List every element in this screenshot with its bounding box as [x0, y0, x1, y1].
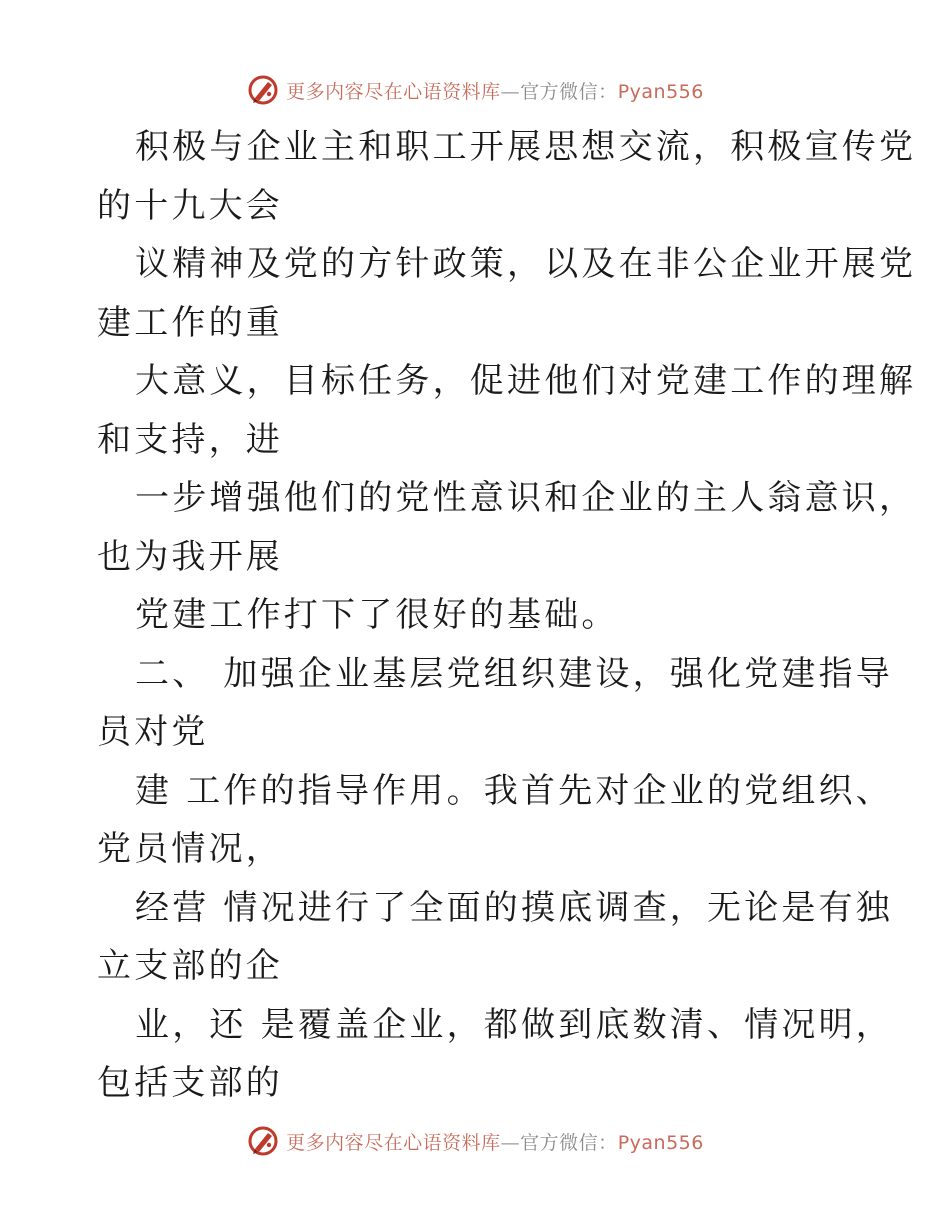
header-banner-text: [286, 77, 704, 104]
footer-dash: —: [500, 1131, 521, 1154]
pen-circle-logo-icon: [246, 73, 280, 107]
header-banner: [0, 70, 950, 110]
body-line: 也为我开展: [97, 536, 283, 577]
pen-circle-logo-icon: [246, 1124, 280, 1158]
body-line: 党建工作打下了很好的基础。: [135, 595, 619, 635]
body-line: 议精神及党的方针政策，以及在非公企业开展党: [135, 244, 917, 284]
body-line: 建工作的重: [97, 302, 283, 343]
footer-wechat-label: 官方微信：: [520, 1131, 618, 1154]
footer-banner-text: [286, 1128, 704, 1155]
body-line: 员对党: [97, 712, 209, 752]
body-line: 和支持，进: [97, 419, 283, 460]
body-line: 党员情况，: [97, 829, 283, 869]
body-line: 积极与企业主和职工开展思想交流，积极宣传党: [135, 127, 917, 167]
body-line: 经营 情况进行了全面的摸底调查，无论是有独: [135, 887, 894, 928]
body-line: 的十九大会: [97, 185, 283, 226]
body-line: 业，还 是覆盖企业，都做到底数清、情况明，: [135, 1004, 894, 1045]
body-line: 包括支部的: [97, 1063, 283, 1103]
header-wechat-id: Pyan556: [617, 80, 704, 103]
document-body: [97, 118, 917, 1113]
body-line: 立支部的企: [97, 946, 283, 986]
body-line: 二、 加强企业基层党组织建设，强化党建指导: [135, 653, 894, 694]
body-line: 建 工作的指导作用。我首先对企业的党组织、: [135, 770, 894, 811]
footer-banner: [0, 1121, 950, 1161]
footer-wechat-id: Pyan556: [617, 1131, 704, 1154]
footer-site-text: 更多内容尽在心语资料库: [286, 1131, 501, 1154]
header-site-text: 更多内容尽在心语资料库: [286, 80, 501, 103]
header-dash: —: [500, 80, 521, 103]
body-line: 大意义，目标任务，促进他们对党建工作的理解: [135, 361, 917, 401]
body-line: 一步增强他们的党性意识和企业的主人翁意识，: [135, 478, 917, 518]
header-wechat-label: 官方微信：: [520, 80, 618, 103]
